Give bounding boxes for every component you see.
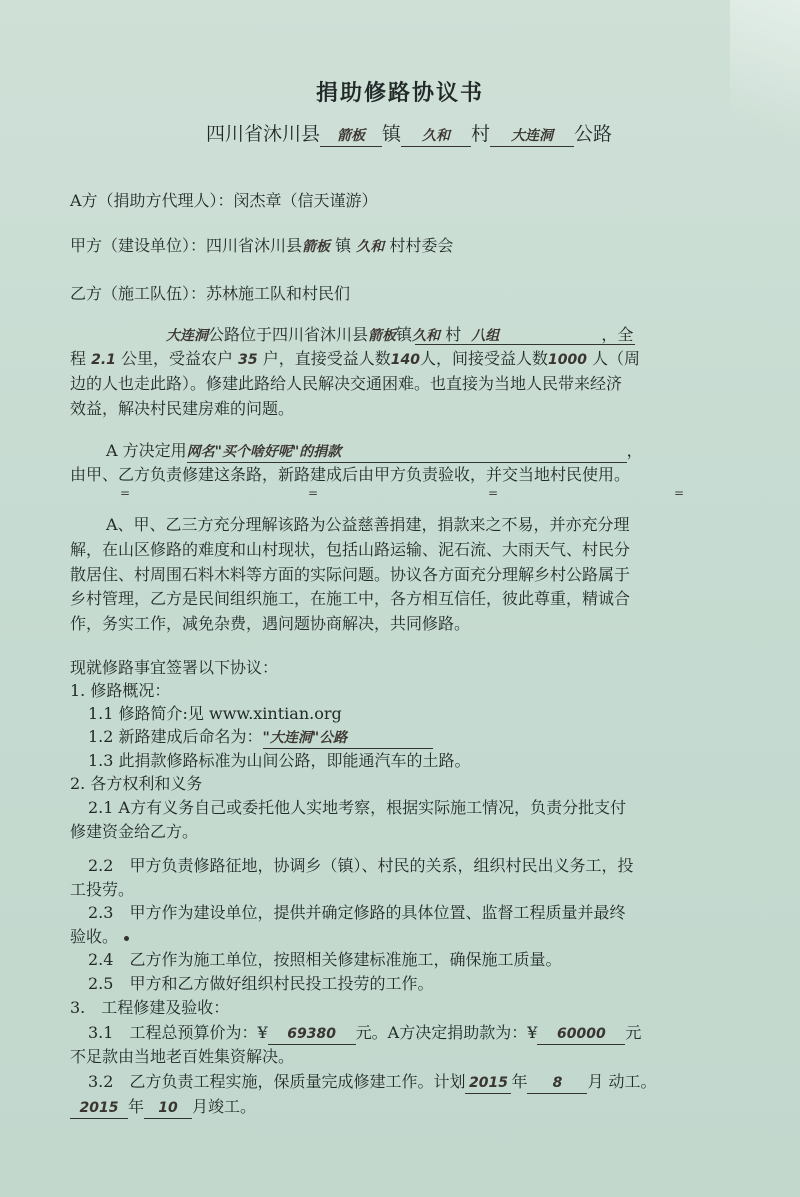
- section-3-1-budget: 69380: [268, 1024, 356, 1045]
- decision-line-1: [106, 441, 643, 463]
- subtitle-road: 大连洞: [490, 126, 574, 147]
- pen-mark: =: [120, 486, 131, 500]
- section-3-2a: [88, 1072, 657, 1094]
- section-2-title: 2. 各方权利和义务: [70, 774, 203, 793]
- intro-households: 35: [238, 352, 258, 368]
- decision-l1a: A 方决定用: [106, 441, 187, 460]
- party-yi: 乙方（施工队伍）：苏林施工队和村民们: [70, 284, 351, 303]
- section-1-title: 1. 修路概况：: [70, 681, 171, 700]
- section-3-1-label: 3.1 工程总预算价为：¥: [88, 1023, 268, 1042]
- section-2-4: 2.4 乙方作为施工单位，按照相关修建标准施工，确保施工质量。: [88, 950, 562, 969]
- intro-road: 大连洞: [166, 328, 208, 344]
- intro-line-4: 效益，解决村民建房难的问题。: [70, 399, 295, 418]
- end-month: 10: [144, 1098, 192, 1119]
- section-2-2a: 2.2 甲方负责修路征地，协调乡（镇）、村民的关系，组织村民出义务工，投: [88, 856, 634, 875]
- intro-direct: 140: [390, 352, 420, 368]
- intro-line-3: 边的人也走此路）。修建此路给人民解决交通困难。也直接为当地人民带来经济: [70, 374, 623, 393]
- section-3-2b: [70, 1097, 256, 1119]
- intro-l2b: 公里，受益农户: [121, 349, 234, 368]
- principle-line: 散居住、村周围石料木料等方面的实际问题。协议各方面充分理解乡村公路属于: [70, 565, 631, 584]
- document-title: 捐助修路协议书: [315, 80, 484, 106]
- intro-town: 箭板: [368, 328, 397, 344]
- end-year: 2015: [70, 1098, 128, 1119]
- agreement-heading: 现就修路事宜签署以下协议：: [70, 658, 279, 677]
- intro-l2a: 程: [70, 349, 87, 368]
- principle-line: 乡村管理，乙方是民间组织施工，在施工中，各方相互信任，彼此尊重，精诚合: [70, 589, 631, 608]
- principle-line: A、甲、乙三方充分理解该路为公益慈善捐建，捐款来之不易，并亦充分理: [106, 515, 630, 534]
- intro-l1c: 村: [445, 325, 462, 344]
- section-2-1b: 修建资金给乙方。: [70, 822, 199, 841]
- pen-mark: =: [488, 486, 499, 500]
- subtitle-village: 久和: [401, 126, 471, 147]
- party-a: A方（捐助方代理人）：闵杰章（信天谨游）: [70, 191, 378, 210]
- section-2-3a: 2.3 甲方作为建设单位，提供并确定修路的具体位置、监督工程质量并最终: [88, 903, 626, 922]
- intro-line-2: [70, 349, 640, 370]
- start-month: 8: [527, 1073, 587, 1094]
- party-jia-prefix: 甲方（建设单位）：四川省沐川县: [70, 236, 303, 255]
- intro-l1b: 镇: [396, 325, 413, 344]
- pen-mark: =: [674, 486, 685, 500]
- start-month-unit: 月 动工。: [587, 1072, 657, 1091]
- section-1-1: 1.1 修路简介:见 www.xintian.org: [88, 704, 342, 723]
- intro-km: 2.1: [91, 352, 116, 368]
- principle-line: 解，在山区修路的难度和山村现状，包括山路运输、泥石流、大雨天气、村民分: [70, 540, 631, 559]
- party-jia-town: 箭板: [302, 239, 331, 255]
- section-3-title: 3. 工程修建及验收：: [70, 998, 230, 1017]
- subtitle: [206, 124, 612, 147]
- decision-l1b: ，: [626, 441, 643, 460]
- section-3-2-label: 3.2 乙方负责工程实施，保质量完成修建工作。计划: [88, 1072, 466, 1091]
- intro-l2e: 人（周: [592, 349, 641, 368]
- intro-group: 八组: [471, 328, 500, 344]
- section-3-1-donation: 60000: [537, 1024, 625, 1045]
- intro-l1a: 公路位于四川省沐川县: [208, 325, 369, 344]
- intro-l2c: 户，直接受益人数: [262, 349, 391, 368]
- intro-village: 久和: [412, 328, 441, 344]
- subtitle-road-suffix: 公路: [574, 123, 613, 145]
- principle-line: 作，务实工作，减免杂费，遇问题协商解决，共同修路。: [70, 614, 471, 633]
- subtitle-town-suffix: 镇: [382, 123, 402, 145]
- party-jia-suffix: 村村委会: [389, 236, 454, 255]
- end-year-unit: 年: [128, 1097, 145, 1116]
- section-1-2-road-name: "大连洞"公路: [263, 728, 433, 749]
- section-2-5: 2.5 甲方和乙方做好组织村民投工投劳的工作。: [88, 974, 434, 993]
- paper-fold-shadow: [730, 0, 800, 220]
- section-3-1: [88, 1023, 641, 1045]
- section-2-3b: 验收。: [70, 927, 119, 946]
- pen-mark: =: [308, 486, 319, 500]
- intro-l1d: ，全: [601, 325, 634, 344]
- section-1-2-label: 1.2 新路建成后命名为：: [88, 727, 263, 746]
- start-year-unit: 年: [511, 1072, 528, 1091]
- section-1-3: 1.3 此捐款修路标准为山间公路，即能通汽车的土路。: [88, 751, 471, 770]
- section-1-2: [88, 727, 433, 749]
- intro-indirect: 1000: [547, 352, 587, 368]
- subtitle-town: 箭板: [320, 126, 382, 147]
- subtitle-prefix: 四川省沐川县: [206, 123, 321, 145]
- end-month-unit: 月竣工。: [192, 1097, 257, 1116]
- intro-line-1: [166, 325, 633, 346]
- intro-l2d: 人，间接受益人数: [419, 349, 548, 368]
- party-jia-village: 久和: [356, 239, 385, 255]
- section-3-1-mid: 元。A方决定捐助款为：¥: [355, 1023, 538, 1042]
- intro-underline: [415, 344, 635, 345]
- ink-dot: [124, 936, 129, 941]
- party-jia-mid: 镇: [335, 236, 352, 255]
- section-2-2b: 工投劳。: [70, 880, 135, 899]
- party-jia: [70, 236, 453, 257]
- subtitle-village-suffix: 村: [471, 123, 491, 145]
- section-3-1-note: 不足款由当地老百姓集资解决。: [70, 1047, 295, 1066]
- start-year: 2015: [465, 1073, 511, 1094]
- decision-fund: 网名"买个啥好呢"的捐款: [187, 442, 627, 463]
- section-2-1a: 2.1 A方有义务自己或委托他人实地考察，根据实际施工情况，负责分批支付: [88, 798, 627, 817]
- section-3-1-unit: 元: [625, 1023, 642, 1042]
- decision-line-2: 由甲、乙方负责修建这条路，新路建成后由甲方负责验收，并交当地村民使用。: [70, 465, 631, 484]
